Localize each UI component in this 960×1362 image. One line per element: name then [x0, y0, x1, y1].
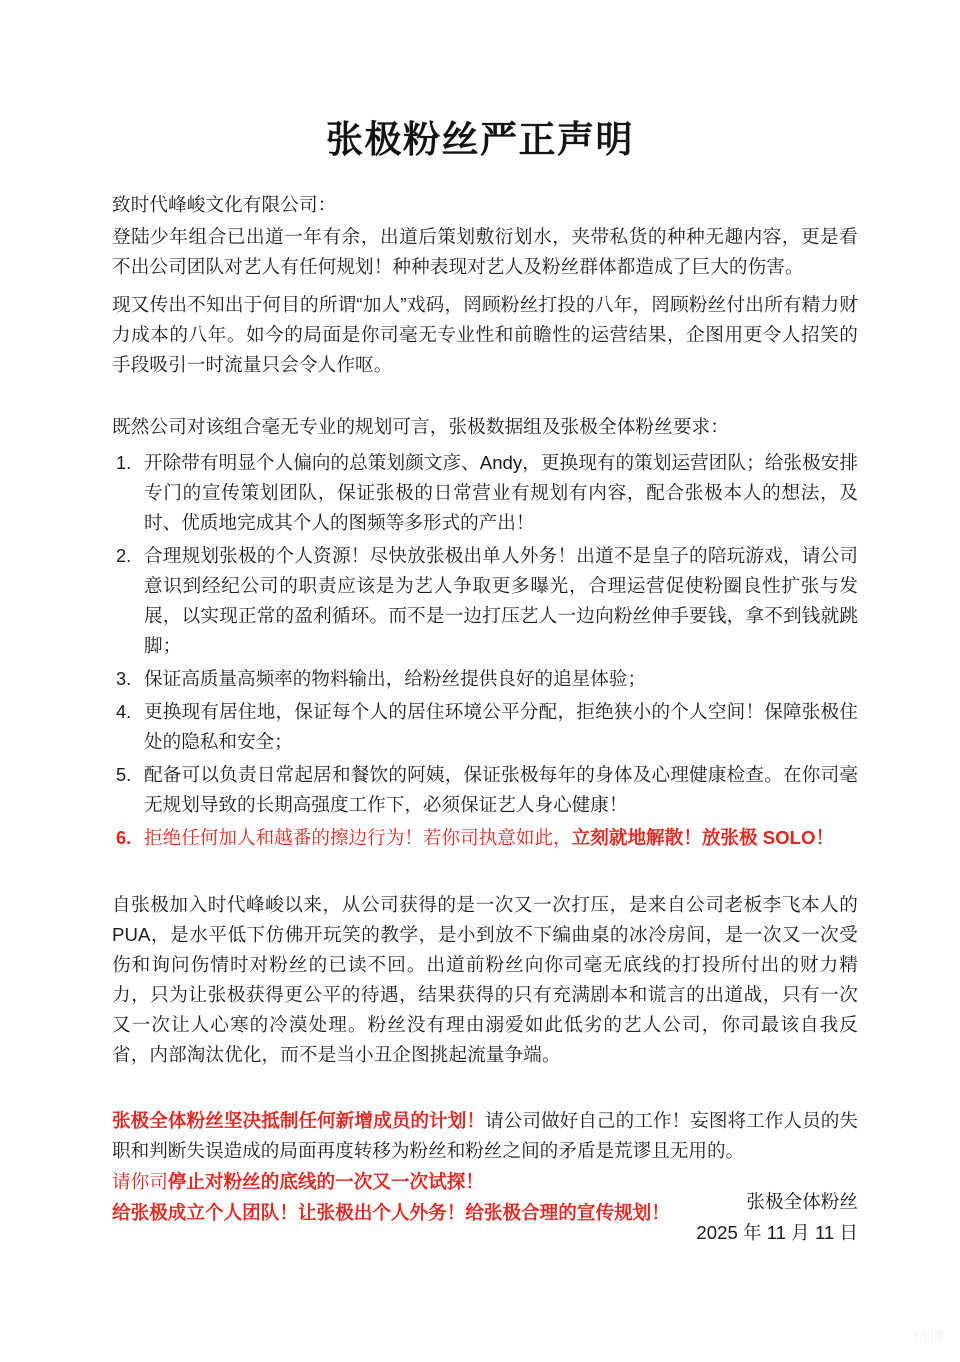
demand-number: 1.: [116, 453, 132, 473]
demand-item-2: [112, 541, 858, 661]
signature-name: 张极全体粉丝: [746, 1191, 858, 1212]
closing-line-1: [112, 1106, 858, 1166]
spacer: [112, 382, 858, 412]
demand-text: 开除带有明显个人偏向的总策划颜文彦、Andy，更换现有的策划运营团队；给张极安排专门的宣传策划团队，保证张极的日常营业有规划有内容，配合张极本人的想法，及时、优质地完成其个人的图频等多形式的产出！: [144, 452, 858, 533]
demand-text: 更换现有居住地，保证每个人的居住环境公平分配，拒绝狭小的个人空间！保障张极住处的隐私和安全；: [144, 701, 858, 752]
demand-number: 2.: [116, 546, 132, 566]
spacer: [112, 1072, 858, 1106]
closing-text-black: 请公司做好自己的工作！妄图将工作人员的失职和判断失误造成的局面再度转移为粉丝和粉丝之间的矛盾是荒谬且无用的。: [112, 1110, 858, 1161]
demand-item-1: [112, 448, 858, 538]
signature-date: 2025 年 11 月 11 日: [696, 1222, 858, 1243]
demand-text: 合理规划张极的个人资源！尽快放张极出单人外务！出道不是皇子的陪玩游戏，请公司意识到经纪公司的职责应该是为艺人争取更多曝光，合理运营促使粉圈良性扩张与发展，以实现正常的盈利循环。而不是一边打压艺人一边向粉丝伸手要钱，拿不到钱就跳脚；: [144, 545, 858, 656]
demand-item-3: [112, 664, 858, 694]
closing-emphasis-red: 张极全体粉丝坚决抵制任何新增成员的计划！: [112, 1110, 486, 1131]
demand-item-4: [112, 697, 858, 757]
intro-paragraph-1: 登陆少年组合已出道一年有余，出道后策划敷衍划水，夹带私货的种种无趣内容，更是看不出公司团队对艺人有任何规划！种种表现对艺人及粉丝群体都造成了巨大的伤害。: [112, 226, 858, 277]
signature-block: [112, 1186, 858, 1248]
demand-text-regular: 拒绝任何加人和越番的擦边行为！若你司执意如此，: [144, 827, 572, 848]
narrative-paragraph: 自张极加入时代峰峻以来，从公司获得的是一次又一次打压，是来自公司老板李飞本人的PUA，是水平低下仿佛开玩笑的教学，是小到放不下编曲桌的冰冷房间，是一次又一次受伤和询问伤情时对粉丝的已读不回。出道前粉丝向你司毫无底线的打投所付出的财力精力，只为让张极获得更公平的待遇，结果获得的只有充满剧本和谎言的出道战，只有一次又一次让人心寒的冷漠处理。粉丝没有理由溺爱如此低劣的艺人公司，你司最该自我反省，内部淘汰优化，而不是当小丑企图挑起流量争端。: [112, 894, 858, 1065]
demand-number: 5.: [116, 765, 132, 785]
demand-text: 保证高质量高频率的物料输出，给粉丝提供良好的追星体验；: [144, 668, 647, 689]
demand-item-6: [112, 823, 858, 853]
watermark: 微博: [911, 1330, 946, 1347]
closing-prefix-red: 请你司: [112, 1171, 168, 1192]
intro-paragraph-2: 现又传出不知出于何目的所谓“加人”戏码，罔顾粉丝打投的八年，罔顾粉丝付出所有精力财力成本的八年。如今的局面是你司毫无专业性和前瞻性的运营结果，企图用更令人招笑的手段吸引一时流量只会令人作呕。: [112, 294, 858, 375]
demand-text: 配备可以负责日常起居和餐饮的阿姨，保证张极每年的身体及心理健康检查。在你司毫无规划导致的长期高强度工作下，必须保证艺人身心健康！: [144, 764, 858, 815]
demand-text-emphasis: 立刻就地解散！放张极 SOLO！: [571, 827, 835, 848]
demand-item-5: [112, 760, 858, 820]
document-body: [112, 190, 858, 1229]
addressee-line: 致时代峰峻文化有限公司：: [112, 194, 337, 215]
demands-lead-in: 既然公司对该组合毫无专业的规划可言，张极数据组及张极全体粉丝要求：: [112, 416, 729, 437]
closing-emphasis-red: 停止对粉丝的底线的一次又一次试探！: [167, 1171, 484, 1192]
demand-number: 6.: [116, 828, 132, 848]
page-title: 张极粉丝严正声明: [326, 119, 634, 160]
spacer: [112, 856, 858, 890]
closing-emphasis-red: 给张极成立个人团队！让张极出个人外务！给张极合理的宣传规划！: [112, 1202, 670, 1223]
demand-number: 3.: [116, 669, 132, 689]
demand-number: 4.: [116, 702, 132, 722]
demands-list: [112, 448, 858, 853]
